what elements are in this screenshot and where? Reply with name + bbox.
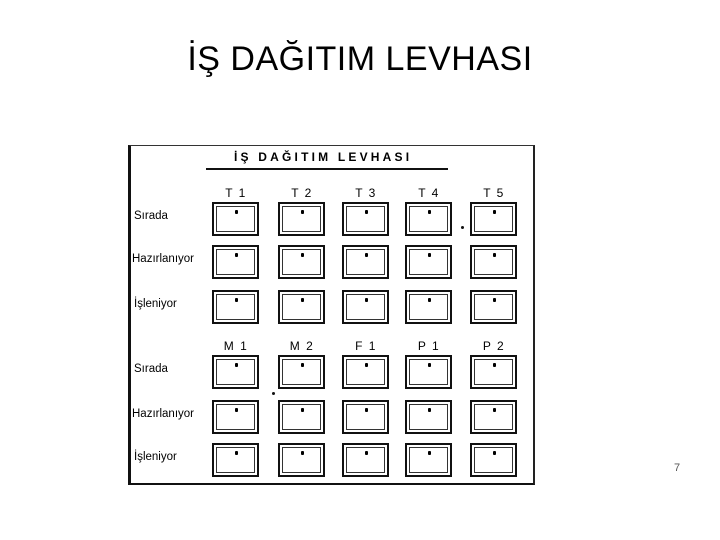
card-slot	[342, 202, 389, 236]
card-slot	[470, 290, 517, 324]
peg-icon	[493, 253, 496, 257]
card-slot	[278, 355, 325, 389]
column-label: T 1	[225, 186, 247, 200]
card-slot	[405, 400, 452, 434]
peg-icon	[301, 363, 304, 367]
peg-icon	[301, 210, 304, 214]
peg-icon	[365, 298, 368, 302]
card-slot	[278, 245, 325, 279]
card-slot	[405, 202, 452, 236]
board-title-underline	[206, 168, 448, 170]
peg-icon	[235, 210, 238, 214]
row-label: Sırada	[134, 363, 168, 375]
column-label: T 4	[418, 186, 440, 200]
card-slot	[405, 443, 452, 477]
peg-icon	[365, 363, 368, 367]
column-label: T 2	[291, 186, 313, 200]
card-slot	[278, 202, 325, 236]
scan-speck	[272, 392, 275, 395]
card-slot	[212, 400, 259, 434]
column-label: M 2	[289, 339, 315, 353]
peg-icon	[428, 298, 431, 302]
peg-icon	[493, 451, 496, 455]
peg-icon	[493, 210, 496, 214]
peg-icon	[301, 298, 304, 302]
card-slot	[470, 245, 517, 279]
peg-icon	[235, 253, 238, 257]
card-slot	[470, 400, 517, 434]
peg-icon	[428, 363, 431, 367]
column-label: M 1	[223, 339, 249, 353]
peg-icon	[301, 253, 304, 257]
peg-icon	[365, 253, 368, 257]
peg-icon	[428, 253, 431, 257]
column-label: T 5	[483, 186, 505, 200]
peg-icon	[301, 408, 304, 412]
column-label: T 3	[355, 186, 377, 200]
peg-icon	[235, 451, 238, 455]
card-slot	[212, 290, 259, 324]
column-label: F 1	[355, 339, 377, 353]
card-slot	[212, 355, 259, 389]
peg-icon	[428, 210, 431, 214]
card-slot	[342, 443, 389, 477]
row-label: İşleniyor	[134, 298, 177, 310]
column-label: P 1	[417, 339, 441, 353]
slide-title: İŞ DAĞITIM LEVHASI	[187, 40, 533, 78]
peg-icon	[365, 210, 368, 214]
board-title: İŞ DAĞITIM LEVHASI	[234, 150, 413, 164]
row-label: Hazırlanıyor	[132, 408, 194, 420]
row-label: Hazırlanıyor	[132, 253, 194, 265]
peg-icon	[235, 408, 238, 412]
card-slot	[212, 443, 259, 477]
card-slot	[212, 245, 259, 279]
peg-icon	[493, 298, 496, 302]
row-label: İşleniyor	[134, 451, 177, 463]
card-slot	[470, 355, 517, 389]
card-slot	[212, 202, 259, 236]
card-slot	[342, 355, 389, 389]
page-number: 7	[674, 462, 681, 474]
card-slot	[470, 443, 517, 477]
card-slot	[405, 290, 452, 324]
card-slot	[342, 290, 389, 324]
peg-icon	[428, 408, 431, 412]
peg-icon	[235, 363, 238, 367]
card-slot	[342, 400, 389, 434]
peg-icon	[365, 408, 368, 412]
scan-speck	[461, 226, 464, 229]
card-slot	[405, 355, 452, 389]
card-slot	[342, 245, 389, 279]
peg-icon	[301, 451, 304, 455]
card-slot	[278, 400, 325, 434]
card-slot	[278, 290, 325, 324]
row-label: Sırada	[134, 210, 168, 222]
peg-icon	[365, 451, 368, 455]
card-slot	[278, 443, 325, 477]
peg-icon	[428, 451, 431, 455]
peg-icon	[493, 408, 496, 412]
card-slot	[470, 202, 517, 236]
column-label: P 2	[482, 339, 506, 353]
card-slot	[405, 245, 452, 279]
peg-icon	[493, 363, 496, 367]
peg-icon	[235, 298, 238, 302]
